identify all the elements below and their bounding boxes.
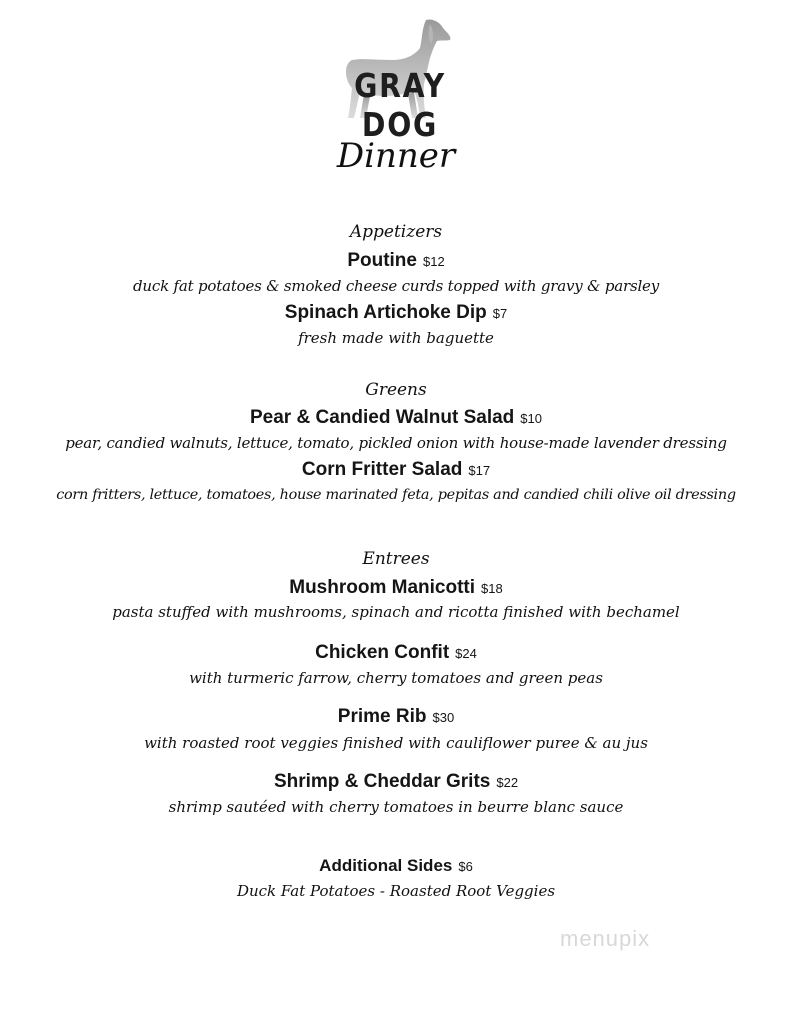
item-price: $17 <box>468 463 491 478</box>
item-description: Duck Fat Potatoes - Roasted Root Veggies <box>236 882 556 900</box>
menu-item-name <box>0 577 792 599</box>
menu-item-name <box>0 302 792 324</box>
item-description: corn fritters, lettuce, tomatoes, house marinated feta, pepitas and candied chili olive oil dressing <box>56 487 736 503</box>
item-description: shrimp sautéed with cherry tomatoes in beurre blanc sauce <box>168 798 624 816</box>
menu-item-name <box>0 771 792 793</box>
item-name: Prime Rib <box>337 706 427 727</box>
item-description: pear, candied walnuts, lettuce, tomato, pickled onion with house-made lavender dressing <box>65 434 727 452</box>
item-price: $7 <box>492 306 508 321</box>
item-description: duck fat potatoes & smoked cheese curds topped with gravy & parsley <box>133 277 659 295</box>
item-price: $30 <box>432 710 455 725</box>
item-description: pasta stuffed with mushrooms, spinach and ricotta finished with bechamel <box>112 603 680 621</box>
brand-name: GRAY DOG <box>354 66 446 144</box>
menu-item-name <box>0 856 792 876</box>
item-name: Corn Fritter Salad <box>301 459 463 480</box>
item-description: with roasted root veggies finished with cauliflower puree & au jus <box>144 734 648 752</box>
item-price: $22 <box>496 775 519 790</box>
item-name: Additional Sides <box>319 856 453 875</box>
menu-title: Dinner <box>336 136 456 176</box>
logo <box>300 14 500 144</box>
item-price: $10 <box>520 411 542 426</box>
section-heading-greens: Greens <box>365 380 427 400</box>
section-heading-entrees: Entrees <box>362 549 430 569</box>
item-name: Poutine <box>347 250 417 271</box>
menu-item-name <box>0 407 792 429</box>
item-price: $12 <box>422 254 445 269</box>
item-price: $18 <box>481 581 503 596</box>
item-description: with turmeric farrow, cherry tomatoes and green peas <box>189 669 603 687</box>
item-price: $6 <box>458 859 473 874</box>
watermark: menupix <box>560 926 651 951</box>
menu-item-name <box>0 250 792 272</box>
item-description: fresh made with baguette <box>298 329 494 347</box>
item-name: Spinach Artichoke Dip <box>284 302 487 323</box>
menu-item-name <box>0 642 792 664</box>
menu-item-name <box>0 459 792 481</box>
item-price: $24 <box>455 646 477 661</box>
menu-item-name <box>0 706 792 728</box>
item-name: Chicken Confit <box>315 642 450 663</box>
item-name: Shrimp & Cheddar Grits <box>273 771 491 792</box>
item-name: Mushroom Manicotti <box>289 577 476 598</box>
section-heading-appetizers: Appetizers <box>349 222 443 242</box>
item-name: Pear & Candied Walnut Salad <box>250 407 515 428</box>
